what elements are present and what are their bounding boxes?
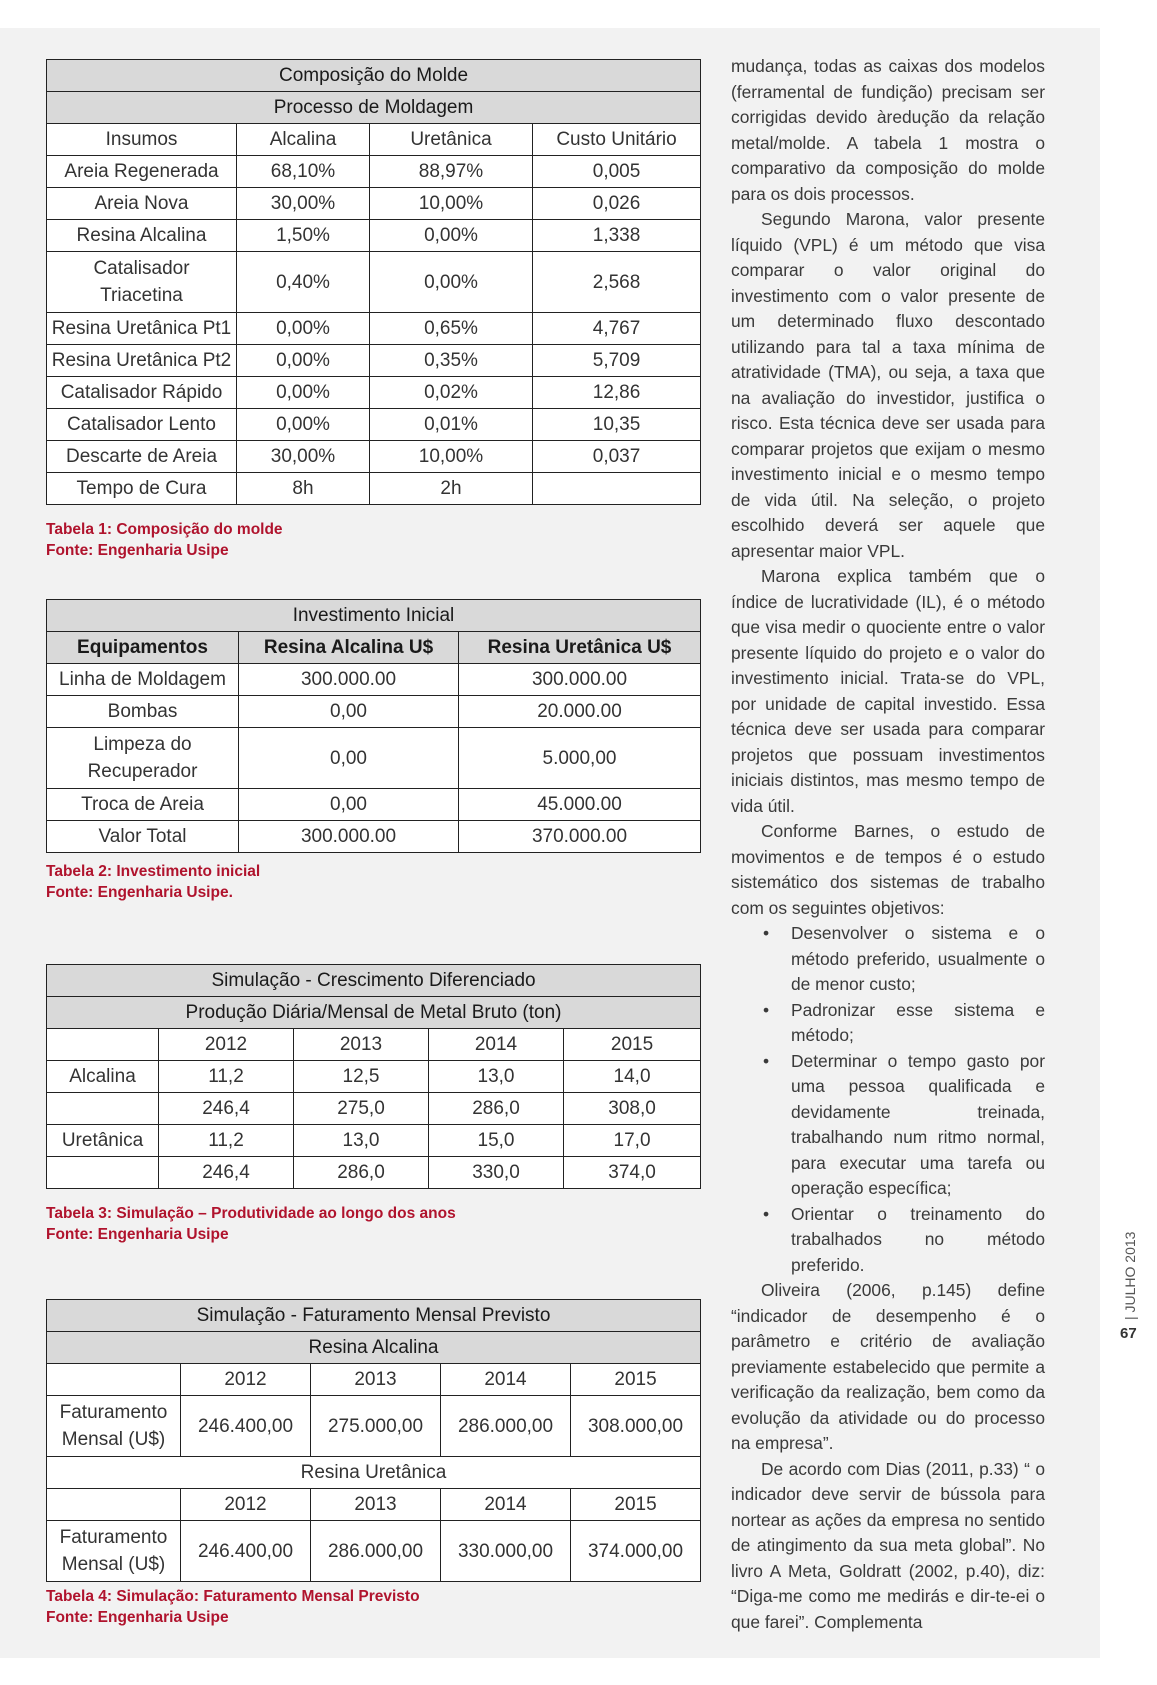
paragraph: Segundo Marona, valor presente líquido (VPL) é um método que visa comparar o valor original do investimento com o valor presente de um determinado fluxo descontado utilizando para tal a taxa mínima de atratividade (TMA), ou seja, a taxa que na avaliação do investidor, justifica o risco. Esta técnica deve ser usada para comparar projetos que exijam o mesmo investimento inicial e o mesmo tempo de vida útil. Na seleção, o projeto escolhido deverá ser aquele que apresentar maior VPL.: [731, 209, 1045, 561]
column-header: 2012: [181, 1364, 311, 1396]
column-header: Uretânica: [370, 124, 533, 156]
cell: 0,00: [239, 728, 459, 789]
cell: 0,00%: [237, 345, 370, 377]
table-row: [47, 1157, 701, 1189]
paragraph: mudança, todas as caixas dos modelos (ferramental de fundição) precisam ser corrigidas devido àredução da relação metal/molde. A tabela 1 mostra o comparativo da composição do molde para os dois processos.: [731, 56, 1045, 204]
table-subtitle: Produção Diária/Mensal de Metal Bruto (ton): [47, 997, 701, 1029]
cell: Catalisador Lento: [47, 409, 237, 441]
cell: Bombas: [47, 696, 239, 728]
cell: Linha de Moldagem: [47, 664, 239, 696]
table-4-block: [46, 1299, 700, 1628]
cell: Valor Total: [47, 821, 239, 853]
list-item: • Orientar o treinamento do trabalhados no método preferido.: [731, 1202, 1045, 1279]
cell: 14,0: [564, 1061, 701, 1093]
cell: 0,00%: [237, 377, 370, 409]
cell: Resina Uretânica Pt1: [47, 313, 237, 345]
table-title: Composição do Molde: [47, 60, 701, 92]
cell: 300.000.00: [239, 821, 459, 853]
column-header: [47, 1489, 181, 1521]
cell: 0,00%: [237, 409, 370, 441]
cell: 374.000,00: [571, 1521, 701, 1582]
table-subtitle: Resina Uretânica: [47, 1457, 701, 1489]
cell: 68,10%: [237, 156, 370, 188]
cell: Catalisador Triacetina: [47, 252, 237, 313]
cell: 0,026: [533, 188, 701, 220]
page-number: 67: [1120, 1325, 1137, 1342]
column-header: 2015: [564, 1029, 701, 1061]
list-item: • Padronizar esse sistema e método;: [731, 998, 1045, 1049]
caption-source: Fonte: Engenharia Usipe.: [46, 884, 233, 901]
cell: 15,0: [429, 1125, 564, 1157]
cell: 0,65%: [370, 313, 533, 345]
issue-date: | JULHO 2013: [1122, 1231, 1138, 1320]
cell: 286.000,00: [441, 1396, 571, 1457]
cell: 0,40%: [237, 252, 370, 313]
table-row: [47, 1396, 701, 1457]
list-item: • Desenvolver o sistema e o método preferido, usualmente o de menor custo;: [731, 921, 1045, 998]
table-row: [47, 664, 701, 696]
cell: 374,0: [564, 1157, 701, 1189]
cell: 13,0: [294, 1125, 429, 1157]
table-row: [47, 1093, 701, 1125]
cell: [533, 473, 701, 505]
cell: 1,50%: [237, 220, 370, 252]
cell: 246,4: [159, 1157, 294, 1189]
cell: 12,5: [294, 1061, 429, 1093]
column-header: 2013: [311, 1489, 441, 1521]
table-row: [47, 220, 701, 252]
cell: 0,00%: [237, 313, 370, 345]
cell: 0,005: [533, 156, 701, 188]
cell: 0,35%: [370, 345, 533, 377]
column-header: [47, 1029, 159, 1061]
cell: 4,767: [533, 313, 701, 345]
cell: 1,338: [533, 220, 701, 252]
column-header: Alcalina: [237, 124, 370, 156]
cell: Catalisador Rápido: [47, 377, 237, 409]
table-row: [47, 313, 701, 345]
table-investimento-inicial: [46, 599, 701, 853]
table-row: [47, 1125, 701, 1157]
cell: 275.000,00: [311, 1396, 441, 1457]
cell: 330,0: [429, 1157, 564, 1189]
table-row: [47, 789, 701, 821]
cell: 10,00%: [370, 441, 533, 473]
cell: 370.000.00: [459, 821, 701, 853]
table-title: Simulação - Faturamento Mensal Previsto: [47, 1300, 701, 1332]
paragraph: De acordo com Dias (2011, p.33) “ o indicador deve servir de bússola para nortear as ações da empresa no sentido de atingimento da sua meta global”. No livro A Meta, Goldratt (2002, p.40), diz: “Diga-me como me medirás e dir-te-ei o que farei”. Complementa: [731, 1458, 1045, 1632]
column-header: 2013: [294, 1029, 429, 1061]
cell: Limpeza do Recuperador: [47, 728, 239, 789]
row-label: Faturamento Mensal (U$): [47, 1521, 181, 1582]
list-item: • Determinar o tempo gasto por uma pessoa qualificada e devidamente treinada, trabalhando num ritmo normal, para executar uma tarefa ou operação específica;: [731, 1049, 1045, 1202]
column-header: 2014: [441, 1364, 571, 1396]
cell: Troca de Areia: [47, 789, 239, 821]
table-3-block: [46, 964, 700, 1245]
column-header: Insumos: [47, 124, 237, 156]
cell: 20.000.00: [459, 696, 701, 728]
cell: 275,0: [294, 1093, 429, 1125]
column-header: 2015: [571, 1489, 701, 1521]
cell: 0,02%: [370, 377, 533, 409]
cell: 5.000,00: [459, 728, 701, 789]
table-simulacao-faturamento: [46, 1299, 701, 1582]
cell: Areia Nova: [47, 188, 237, 220]
cell: Areia Regenerada: [47, 156, 237, 188]
table-row: [47, 377, 701, 409]
cell: 0,037: [533, 441, 701, 473]
column-header: 2012: [159, 1029, 294, 1061]
cell: [47, 1093, 159, 1125]
cell: 0,00%: [370, 252, 533, 313]
table-row: [47, 441, 701, 473]
column-header: [47, 1364, 181, 1396]
cell: 12,86: [533, 377, 701, 409]
table-subtitle: Processo de Moldagem: [47, 92, 701, 124]
caption-source: Fonte: Engenharia Usipe: [46, 542, 229, 559]
table-2-block: [46, 599, 700, 903]
column-header: 2014: [441, 1489, 571, 1521]
table-row: [47, 409, 701, 441]
table-row: [47, 1521, 701, 1582]
column-header: 2014: [429, 1029, 564, 1061]
cell: 0,01%: [370, 409, 533, 441]
cell: 286,0: [294, 1157, 429, 1189]
paragraph: Marona explica também que o índice de lucratividade (IL), é o método que visa medir o quociente entre o valor presente líquido do projeto e o valor do investimento inicial. Trata-se do VPL, por unidade de capital investido. Essa técnica deve ser usada para comparar projetos que possuam investimentos iniciais distintos, mas mesmo tempo de vida útil.: [731, 566, 1045, 816]
cell: Tempo de Cura: [47, 473, 237, 505]
article-column: [731, 54, 1045, 1635]
table-1-block: [46, 59, 700, 561]
column-header: Resina Alcalina U$: [239, 632, 459, 664]
cell: 88,97%: [370, 156, 533, 188]
cell: 286,0: [429, 1093, 564, 1125]
caption-source: Fonte: Engenharia Usipe: [46, 1226, 229, 1243]
table-row: [47, 188, 701, 220]
cell: 10,35: [533, 409, 701, 441]
cell: 0,00: [239, 696, 459, 728]
table-title: Simulação - Crescimento Diferenciado: [47, 965, 701, 997]
table-row: [47, 473, 701, 505]
cell: 11,2: [159, 1125, 294, 1157]
cell: 45.000.00: [459, 789, 701, 821]
cell: Descarte de Areia: [47, 441, 237, 473]
cell: Resina Alcalina: [47, 220, 237, 252]
cell: 8h: [237, 473, 370, 505]
cell: 11,2: [159, 1061, 294, 1093]
caption-title: Tabela 3: Simulação – Produtividade ao longo dos anos: [46, 1205, 456, 1222]
cell: 17,0: [564, 1125, 701, 1157]
cell: 30,00%: [237, 188, 370, 220]
bullet-list: [731, 921, 1045, 1278]
cell: 308.000,00: [571, 1396, 701, 1457]
caption-title: Tabela 1: Composição do molde: [46, 521, 283, 538]
table-row: [47, 821, 701, 853]
table-caption: [46, 1586, 700, 1628]
cell: 0,00%: [370, 220, 533, 252]
table-row: [47, 696, 701, 728]
table-row: [47, 252, 701, 313]
table-caption: [46, 519, 700, 561]
paragraph: Conforme Barnes, o estudo de movimentos e de tempos é o estudo sistemático dos sistemas de trabalho com os seguintes objetivos:: [731, 821, 1045, 918]
table-caption: [46, 861, 700, 903]
row-label: Faturamento Mensal (U$): [47, 1396, 181, 1457]
cell: 2h: [370, 473, 533, 505]
table-row: [47, 728, 701, 789]
cell: 10,00%: [370, 188, 533, 220]
cell: Resina Uretânica Pt2: [47, 345, 237, 377]
table-row: [47, 156, 701, 188]
caption-title: Tabela 4: Simulação: Faturamento Mensal Previsto: [46, 1588, 420, 1605]
cell: 0,00: [239, 789, 459, 821]
column-header: 2012: [181, 1489, 311, 1521]
cell: [47, 1157, 159, 1189]
table-subtitle: Resina Alcalina: [47, 1332, 701, 1364]
caption-title: Tabela 2: Investimento inicial: [46, 863, 261, 880]
cell: 2,568: [533, 252, 701, 313]
table-caption: [46, 1203, 700, 1245]
column-header: Resina Uretânica U$: [459, 632, 701, 664]
cell: 246,4: [159, 1093, 294, 1125]
cell: 246.400,00: [181, 1521, 311, 1582]
table-row: [47, 1061, 701, 1093]
cell: 286.000,00: [311, 1521, 441, 1582]
column-header: 2013: [311, 1364, 441, 1396]
column-header: Custo Unitário: [533, 124, 701, 156]
cell: Uretânica: [47, 1125, 159, 1157]
cell: 330.000,00: [441, 1521, 571, 1582]
cell: Alcalina: [47, 1061, 159, 1093]
table-title: Investimento Inicial: [47, 600, 701, 632]
cell: 300.000.00: [459, 664, 701, 696]
table-simulacao-crescimento: [46, 964, 701, 1189]
page-footer: [1120, 1230, 1157, 1340]
cell: 5,709: [533, 345, 701, 377]
caption-source: Fonte: Engenharia Usipe: [46, 1609, 229, 1626]
cell: 30,00%: [237, 441, 370, 473]
paragraph: Oliveira (2006, p.145) define “indicador de desempenho é o parâmetro e critério de avaliação previamente estabelecido que permite a verificação da realização, bem como da evolução da atividade ou do processo na empresa”.: [731, 1280, 1045, 1453]
table-row: [47, 345, 701, 377]
table-composicao-molde: [46, 59, 701, 505]
cell: 308,0: [564, 1093, 701, 1125]
cell: 13,0: [429, 1061, 564, 1093]
cell: 246.400,00: [181, 1396, 311, 1457]
column-header: Equipamentos: [47, 632, 239, 664]
column-header: 2015: [571, 1364, 701, 1396]
cell: 300.000.00: [239, 664, 459, 696]
